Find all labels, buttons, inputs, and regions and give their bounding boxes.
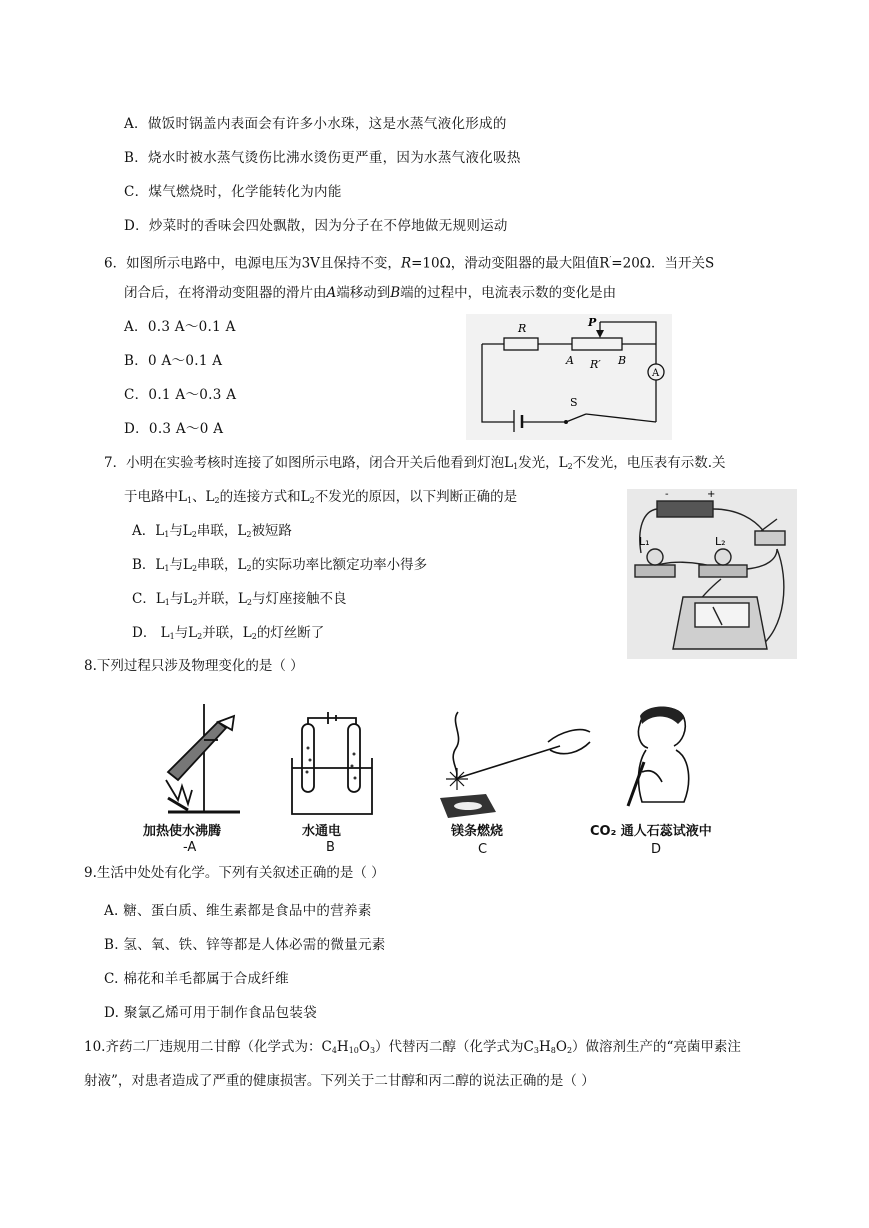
q8-letter-a: -A	[183, 840, 197, 855]
q10-sub: 8	[550, 1046, 556, 1055]
q7-sub: 1	[164, 530, 170, 539]
q7-sub: 2	[246, 598, 253, 607]
q7-sub: 1	[164, 564, 170, 573]
q6-label-rp: R′	[590, 358, 601, 371]
q7-text: 的实际功率比额定功率小得多	[251, 557, 428, 573]
q10-sub: 10	[348, 1046, 359, 1055]
q7-text: 串联，L	[197, 557, 247, 573]
q6-label-r: R	[518, 322, 527, 335]
q6-stem-line2	[124, 284, 616, 302]
q8-figure-c-magnesium	[420, 702, 592, 818]
q6-text: 端的过程中，电流表示数的变化是由	[400, 285, 617, 301]
q7-photo-minus: -	[665, 489, 669, 500]
q10-text: O	[358, 1039, 370, 1055]
q7-text: 并联，L	[197, 591, 247, 607]
q6-circuit-figure	[466, 314, 672, 440]
q10-sub: 4	[331, 1046, 337, 1055]
q6-text: 6．如图所示电路中，电源电压为3V且保持不变，	[104, 255, 401, 272]
q9-option-b: B. 氢、氧、铁、锌等都是人体必需的微量元素	[104, 937, 386, 953]
q9-option-a: A. 糖、蛋白质、维生素都是食品中的营养素	[104, 903, 372, 919]
q7-text: C．L	[132, 591, 165, 607]
q6-text: 端移动到	[336, 285, 391, 301]
q7-sub: 2	[214, 496, 220, 505]
q7-option-c	[132, 590, 347, 612]
q10-stem-line2: 射液”，对患者造成了严重的健康损害。下列关于二甘醇和丙二醇的说法正确的是（ ）	[84, 1073, 595, 1089]
q7-sub: 1	[186, 496, 193, 505]
q6-prime: ′	[609, 255, 612, 264]
q7-text: 发光，L	[518, 455, 568, 471]
q7-sub: 2	[251, 632, 257, 641]
q7-option-b	[132, 556, 427, 578]
q7-text: A．L	[132, 523, 165, 539]
q10-text: 10.齐药二厂违规用二甘醇（化学式为：C	[84, 1039, 332, 1055]
q7-text: 与L	[174, 625, 198, 641]
q10-text: ）做溶剂生产的“亮菌甲素注	[572, 1039, 741, 1055]
q6-stem-line1	[104, 251, 714, 273]
q7-sub: 2	[246, 564, 252, 573]
q6-label-b: B	[618, 354, 627, 367]
q7-option-a	[132, 522, 292, 544]
q8-figure-a-heating	[148, 700, 248, 818]
q7-sub: 1	[164, 598, 170, 607]
q7-text: 与灯座接触不良	[252, 591, 347, 607]
q5-option-b: B．烧水时被水蒸气烫伤比沸水烫伤更严重，因为水蒸气液化吸热	[124, 150, 521, 166]
q7-stem-line1	[104, 454, 726, 476]
q10-text: H	[538, 1039, 551, 1055]
q7-text: 与L	[169, 591, 193, 607]
q7-text: D． L	[132, 625, 170, 641]
q7-text: 7．小明在实验考核时连接了如图所示电路，闭合开关后他看到灯泡L	[104, 455, 514, 471]
q8-letter-c: C	[478, 842, 488, 857]
q7-text: 不发光，电压表有示数.关	[572, 455, 726, 471]
q5-option-c: C．煤气燃烧时，化学能转化为内能	[124, 184, 342, 200]
q6-label-p: P	[588, 316, 597, 329]
q9-option-c: C. 棉花和羊毛都属于合成纤维	[104, 971, 289, 987]
q7-text: 与L	[169, 523, 192, 539]
q7-sub: 1	[513, 462, 519, 471]
q7-sub: 2	[191, 564, 198, 573]
q7-sub: 2	[567, 462, 573, 471]
q10-text: ）代替丙二醇（化学式为C	[375, 1039, 534, 1055]
q5-option-d: D．炒菜时的香味会四处飘散，因为分子在不停地做无规则运动	[124, 218, 508, 234]
q8-caption-b: 水通电	[302, 824, 342, 839]
q5-option-a: A．做饭时锅盖内表面会有许多小水珠，这是水蒸气液化形成的	[124, 116, 507, 132]
q8-stem: 8.下列过程只涉及物理变化的是（ ）	[84, 658, 304, 674]
q6-label-s: S	[570, 396, 578, 409]
q8-caption-d: CO₂ 通人石蕊试液中	[590, 824, 712, 839]
q7-text: 于电路中L	[124, 489, 187, 505]
q7-sub: 2	[191, 530, 197, 539]
q6-end-a: A	[326, 285, 337, 301]
q7-text: 的连接方式和L	[219, 489, 310, 505]
q7-photo-plus: +	[707, 489, 716, 500]
q10-text: H	[336, 1039, 349, 1055]
q10-stem-line1	[84, 1038, 741, 1060]
q6-option-a: A．0.3 A～0.1 A	[124, 319, 236, 335]
q10-sub: 3	[533, 1046, 539, 1055]
q6-option-b: B．0 A～0.1 A	[124, 353, 223, 369]
q7-circuit-photo	[627, 489, 797, 659]
q7-text: 并联，L	[202, 625, 252, 641]
q7-text: 与L	[169, 557, 192, 573]
q7-sub: 1	[169, 632, 175, 641]
q7-text: 被短路	[251, 523, 292, 539]
q9-stem: 9.生活中处处有化学。下列有关叙述正确的是（ ）	[84, 865, 385, 881]
q10-sub: 2	[566, 1046, 573, 1055]
q6-option-c: C．0.1 A～0.3 A	[124, 387, 237, 403]
q7-sub: 2	[192, 598, 198, 607]
q8-caption-a: 加热使水沸腾	[143, 824, 222, 839]
q6-ammeter-label: A	[652, 368, 660, 379]
q8-letter-b: B	[326, 840, 335, 855]
q6-text: =10Ω，滑动变阻器的最大阻值R	[411, 255, 610, 272]
q7-text: 、L	[192, 489, 215, 505]
q8-letter-d: D	[651, 842, 662, 857]
q6-end-b: B	[390, 285, 401, 301]
q10-sub: 3	[369, 1046, 376, 1055]
q9-option-d: D. 聚氯乙烯可用于制作食品包装袋	[104, 1005, 318, 1021]
q6-r-symbol: R	[400, 255, 412, 272]
q7-stem-line2	[124, 488, 517, 510]
q6-text: 闭合后，在将滑动变阻器的滑片由	[124, 285, 327, 301]
q7-sub: 2	[197, 632, 203, 641]
q7-text: 的灯丝断了	[256, 625, 325, 641]
q7-text: B．L	[132, 557, 165, 573]
q7-option-d	[132, 624, 324, 646]
q6-option-d: D．0.3 A～0 A	[124, 421, 224, 437]
q10-text: O	[555, 1039, 567, 1055]
q6-label-a: A	[566, 354, 574, 367]
q8-figure-b-electrolysis	[288, 708, 376, 818]
q6-text: =20Ω．当开关S	[611, 255, 715, 272]
q7-photo-l2: L₂	[715, 535, 726, 548]
q7-photo-l1: L₁	[639, 535, 650, 548]
q8-caption-c: 镁条燃烧	[451, 824, 504, 839]
q7-sub: 2	[246, 530, 252, 539]
q7-text: 串联，L	[196, 523, 247, 539]
q8-figure-d-boy	[622, 702, 702, 818]
q7-text: 不发光的原因，以下判断正确的是	[314, 489, 518, 505]
q7-sub: 2	[309, 496, 315, 505]
